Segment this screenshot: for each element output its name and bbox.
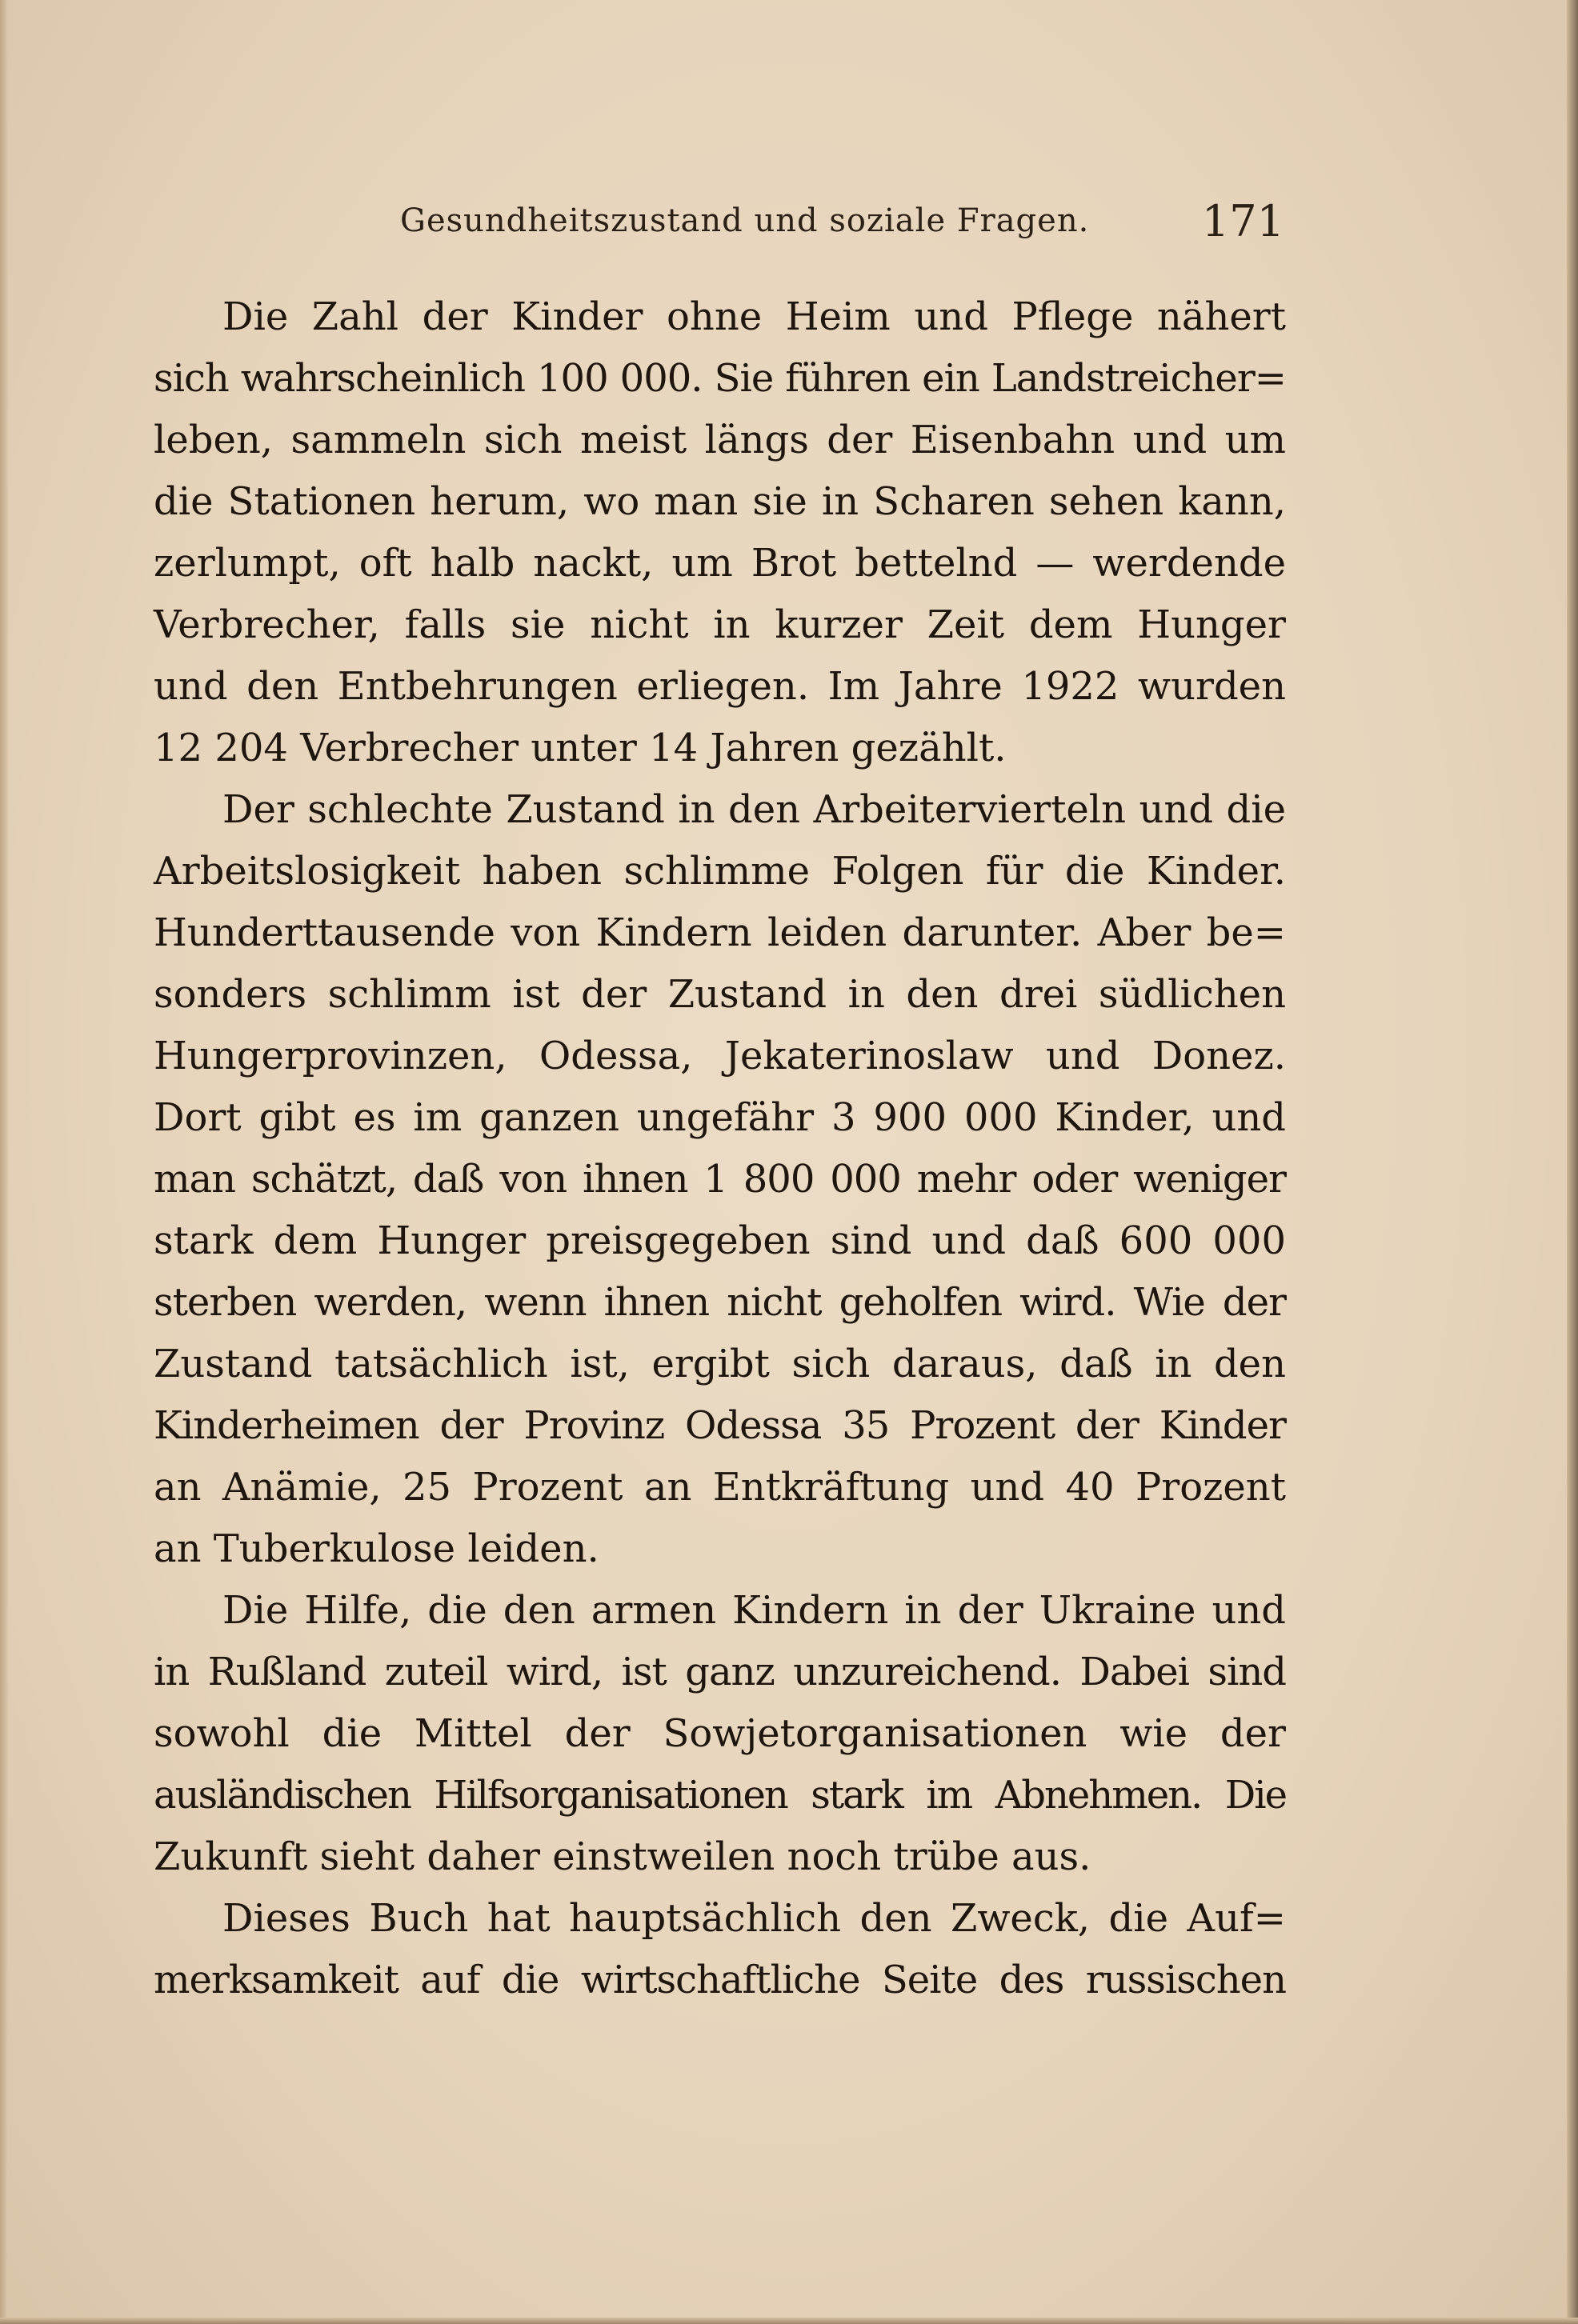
page-number: 171	[1201, 196, 1284, 246]
page-edge-right	[1567, 0, 1578, 2324]
text-line: Dort gibt es im ganzen ungefähr 3 900 000 Kinder, und	[154, 1095, 1286, 1140]
text-line: leben, sammeln sich meist längs der Eisenbahn und um	[154, 418, 1286, 462]
text-line: merksamkeit auf die wirtschaftliche Seite des russischen	[154, 1958, 1286, 2002]
text-line: stark dem Hunger preisgegeben sind und daß 600 000	[154, 1218, 1286, 1263]
paragraph-3	[154, 1580, 1286, 1888]
text-line: Arbeitslosigkeit haben schlimme Folgen für die Kinder.	[154, 849, 1286, 894]
text-line: Die Hilfe, die den armen Kindern in der Ukraine und	[222, 1588, 1286, 1633]
page-edge-left	[0, 0, 8, 2324]
text-line: Der schlechte Zustand in den Arbeitervierteln und die	[222, 787, 1286, 832]
text-line: und den Entbehrungen erliegen. Im Jahre 1922 wurden	[154, 664, 1286, 709]
text-line: Dieses Buch hat hauptsächlich den Zweck, die Auf=	[222, 1896, 1286, 1941]
running-head	[400, 196, 1284, 252]
text-line: Die Zahl der Kinder ohne Heim und Pflege nähert	[222, 294, 1286, 339]
text-line: Hunderttausende von Kindern leiden darunter. Aber be=	[154, 910, 1286, 955]
text-line: Zukunft sieht daher einstweilen noch trübe aus.	[154, 1834, 1091, 1879]
text-line: man schätzt, daß von ihnen 1 800 000 mehr oder weniger	[154, 1157, 1286, 1202]
paragraph-4	[154, 1888, 1286, 2011]
text-line: an Anämie, 25 Prozent an Entkräftung und 40 Prozent	[154, 1465, 1286, 1510]
text-line: Hungerprovinzen, Odessa, Jekaterinoslaw und Donez.	[154, 1034, 1286, 1078]
text-line: in Rußland zuteil wird, ist ganz unzureichend. Dabei sind	[154, 1650, 1286, 1694]
text-line: Zustand tatsächlich ist, ergibt sich daraus, daß in den	[154, 1342, 1286, 1386]
text-line: 12 204 Verbrecher unter 14 Jahren gezählt.	[154, 726, 1007, 770]
running-title: Gesundheitszustand und soziale Fragen.	[400, 202, 1090, 239]
text-line: sich wahrscheinlich 100 000. Sie führen ein Landstreicher=	[154, 356, 1286, 401]
text-line: Kinderheimen der Provinz Odessa 35 Prozent der Kinder	[154, 1403, 1286, 1448]
text-line: sterben werden, wenn ihnen nicht geholfen wird. Wie der	[154, 1280, 1286, 1325]
text-line: zerlumpt, oft halb nackt, um Brot bettelnd — werdende	[154, 541, 1286, 586]
paragraph-2	[154, 779, 1286, 1580]
text-line: die Stationen herum, wo man sie in Scharen sehen kann,	[154, 479, 1286, 524]
text-line: sowohl die Mittel der Sowjetorganisationen wie der	[154, 1711, 1286, 1756]
text-line: an Tuberkulose leiden.	[154, 1526, 599, 1571]
text-line: Verbrecher, falls sie nicht in kurzer Zeit dem Hunger	[154, 602, 1286, 647]
body-text	[154, 286, 1286, 2011]
text-line: sonders schlimm ist der Zustand in den drei südlichen	[154, 972, 1286, 1017]
paragraph-1	[154, 286, 1286, 779]
page-edge-bottom	[0, 2318, 1578, 2324]
text-line: ausländischen Hilfsorganisationen stark im Abnehmen. Die	[154, 1773, 1286, 1818]
